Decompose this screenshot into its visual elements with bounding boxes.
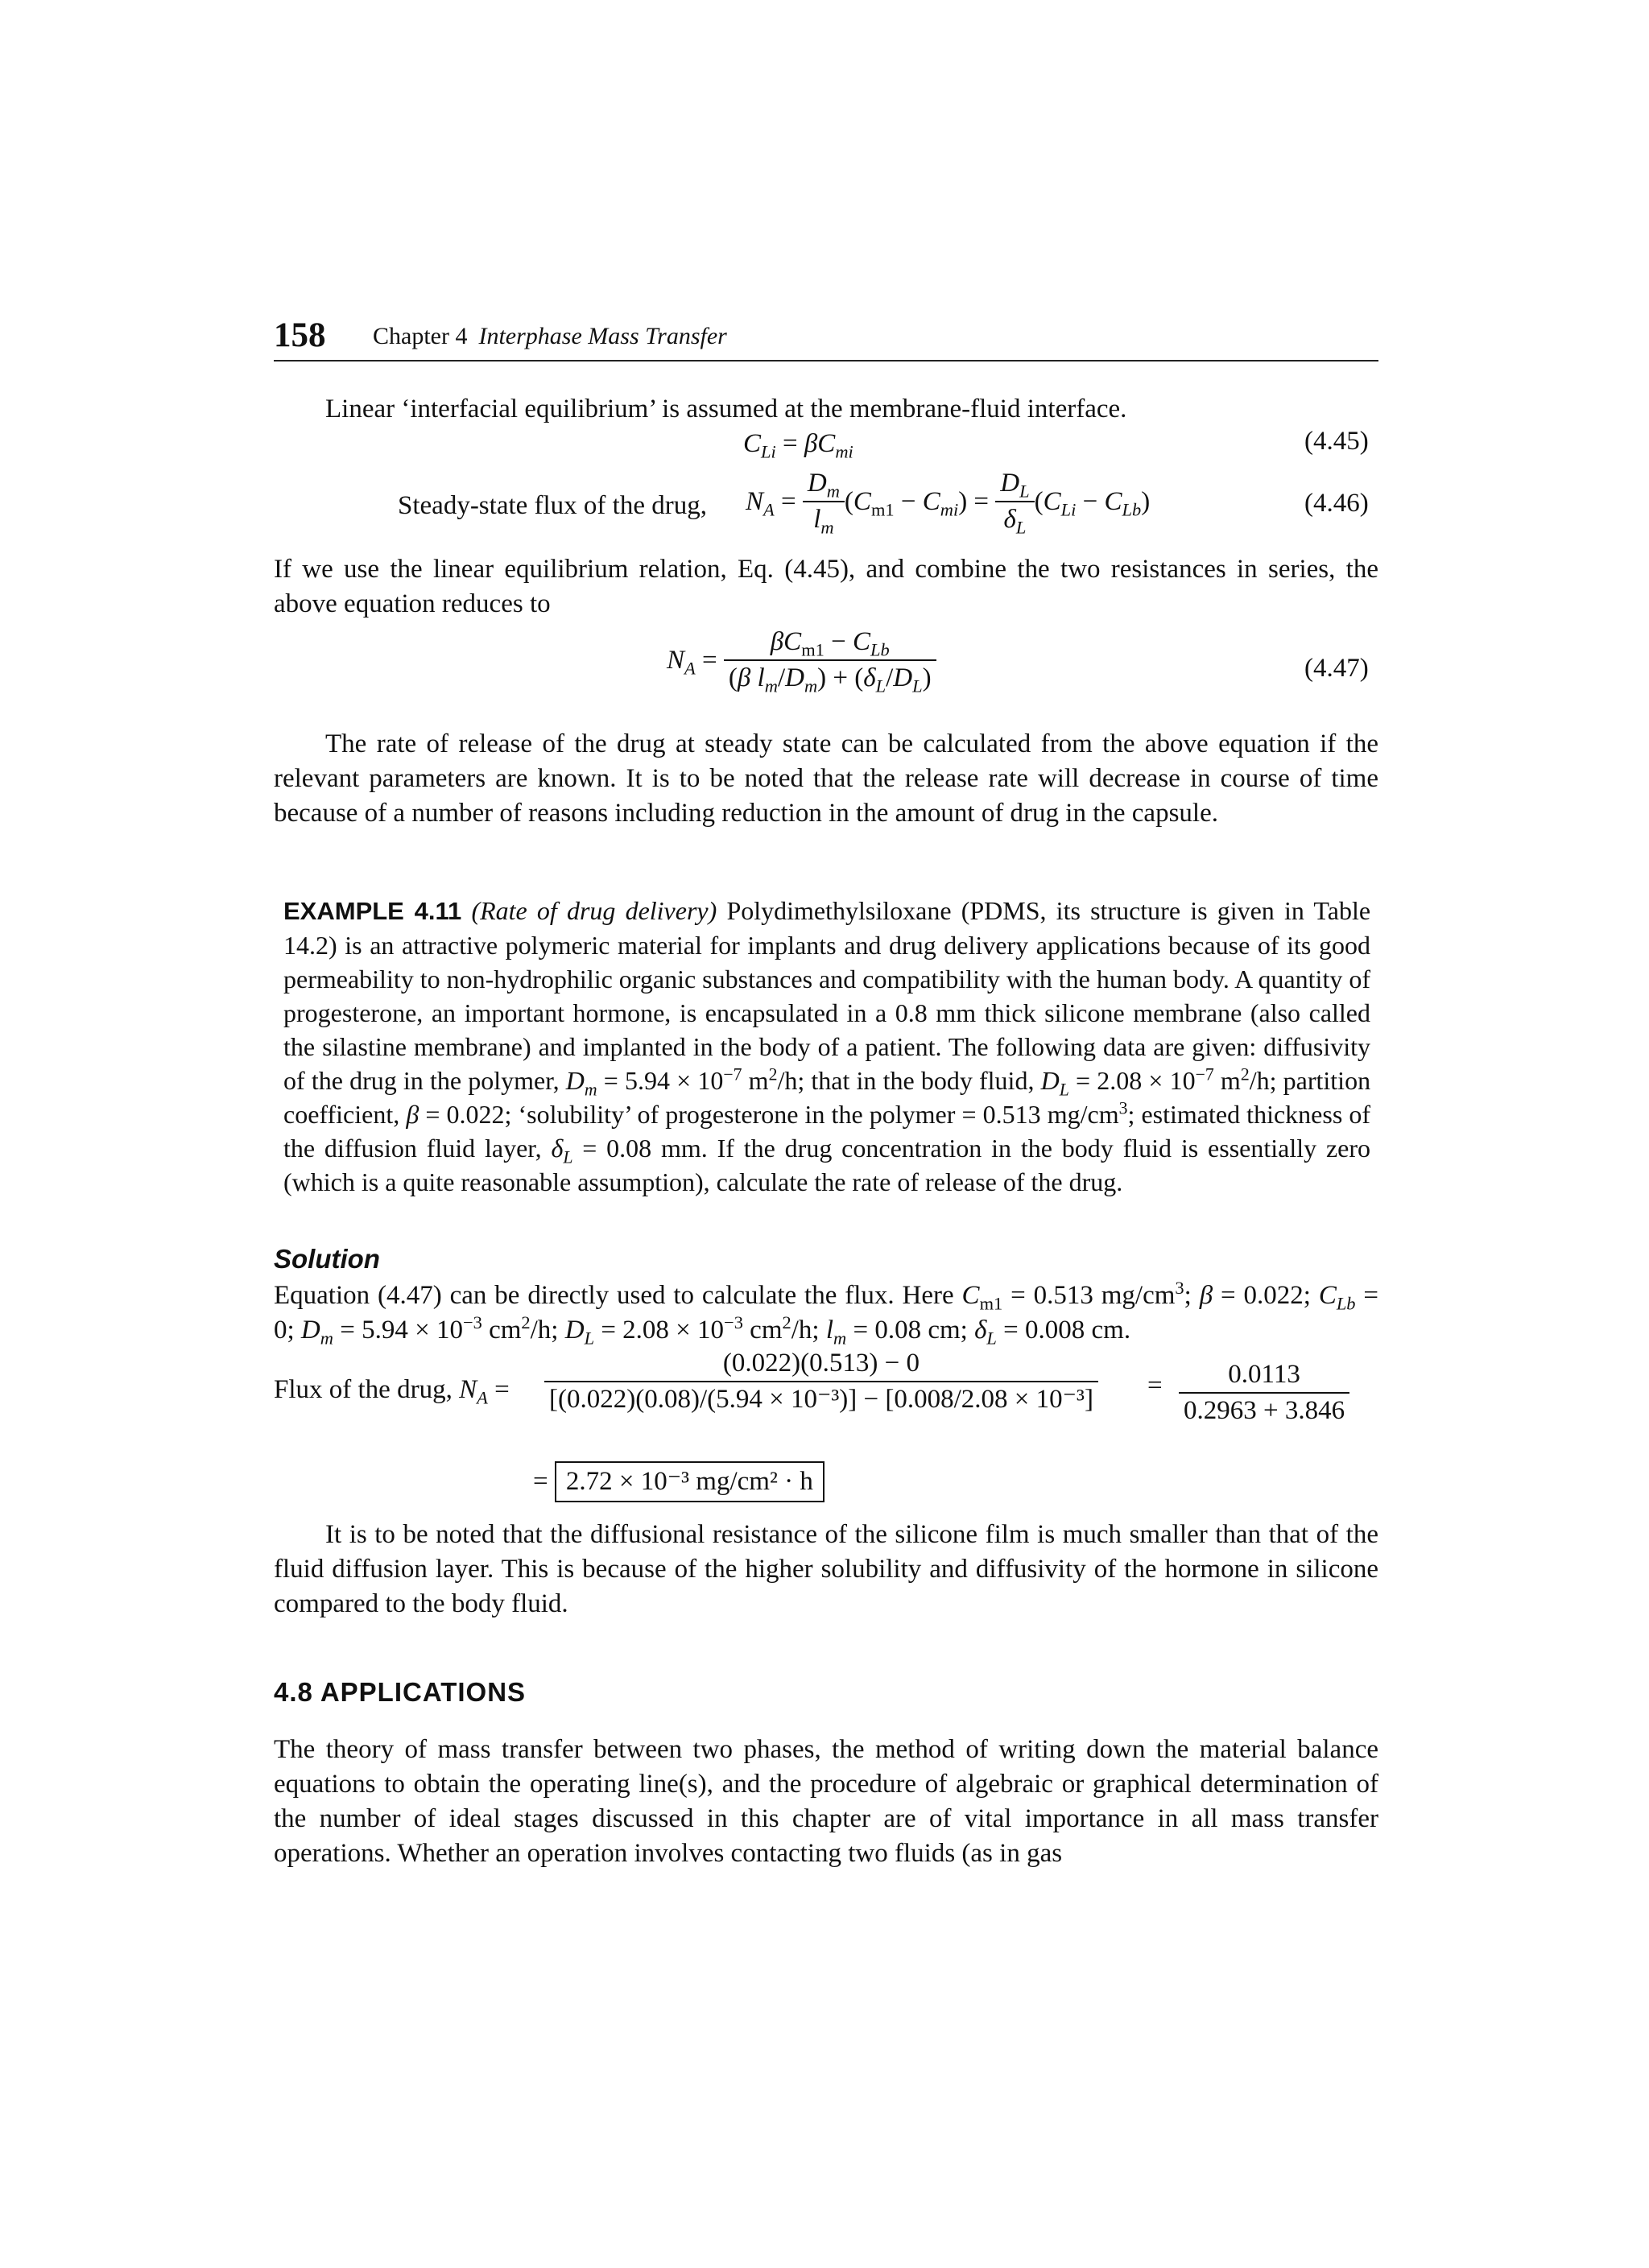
running-header	[373, 323, 727, 350]
flux-fraction	[544, 1346, 1098, 1417]
fraction-dm-lm: $\frac{D_m}{l_m}$	[803, 466, 845, 537]
equation-4-45: $C_{Li} = \beta C_{mi}$	[743, 429, 853, 462]
example-text-3: = 0.022; ‘solubility’ of progesterone in the polymer = 0.513 mg/cm	[425, 1100, 1119, 1129]
flux-numerator: (0.022)(0.513) − 0	[722, 1349, 920, 1378]
flux-fraction-main	[544, 1346, 1098, 1417]
chapter-number: Chapter 4	[373, 323, 468, 349]
equation-4-46: $N_A$ = $\frac{D_m}{l_m}$ $(C_{m1} - C_{mi})$ = $\frac{D_L}{\delta_L}$ $(C_{Li} - C_{Lb})$	[746, 466, 1150, 537]
example-text-1: Polydimethylsiloxane (PDMS, its structure is given in Table 14.2) is an attractive polymeric material for implants and drug delivery applications because of its good permeability to non-hydrophilic organic substances and compatibility with the human body. A quantity of progesterone, an important hormone, is encapsulated in a 0.8 mm thick silicone membrane (also called the silastine membrane) and implanted in the body of a patient. The following data are given: diffusivity of the drug in the polymer,	[283, 896, 1371, 1095]
intro-line: Linear ‘interfacial equilibrium’ is assumed at the membrane-fluid interface.	[325, 395, 1127, 423]
equation-4-46-label: Steady-state flux of the drug,	[398, 491, 707, 520]
flux-label-text: Flux of the drug,	[274, 1375, 453, 1404]
solution-given: Equation (4.47) can be directly used to calculate the flux. Here $C_{m1} = 0.513$ $mg/cm^3$; β = 0.022; $C_{Lb} = 0$; $D_m = 5.94 \times 10^{-3}$ $cm^2/h$; $D_L = 2.08 \times 10^{-3}$ $cm^2/h$; $l_m = 0.08$ cm; $\delta_L = 0.008$ cm.	[274, 1278, 1379, 1349]
result-box: 2.72 × 10⁻³ mg/cm² · h	[555, 1461, 824, 1502]
page-number: 158	[274, 316, 326, 354]
fraction-dl-deltal: $\frac{D_L}{\delta_L}$	[995, 466, 1034, 537]
flux-label: Flux of the drug, $N_A$ =	[274, 1375, 510, 1408]
paragraph-rate: The rate of release of the drug at steady state can be calculated from the above equation if the relevant parameters are known. It is to be noted that the release rate will decrease in course of time because of a number of reasons including reduction in the amount of drug in the capsule.	[274, 729, 1378, 828]
paragraph-reduce: If we use the linear equilibrium relation, Eq. (4.45), and combine the two resistances in series, the above equation reduces to	[274, 555, 1378, 618]
example-4-11: EXAMPLE 4.11 (Rate of drug delivery) Polydimethylsiloxane (PDMS, its structure is given in Table 14.2) is an attractive polymeric material for implants and drug delivery applications because of its good permeability to non-hydrophilic organic substances and compatibility with the human body. A quantity of progesterone, an important hormone, is encapsulated in a 0.8 mm thick silicone membrane (also called the silastine membrane) and implanted in the body of a patient. The following data are given: diffusivity of the drug in the polymer, $D_m = 5.94 \times 10^{-7}$ $m^2/h$; that in the body fluid, $D_L = 2.08 \times 10^{-7}$ $m^2/h$; partition coefficient, β = 0.022; ‘solubility’ of progesterone in the polymer = 0.513 $mg/cm^3$; estimated thickness of the diffusion fluid layer, $\delta_L = 0.08$ mm. If the drug concentration in the body fluid is essentially zero (which is a quite reasonable assumption), calculate the rate of release of the drug.	[283, 896, 1371, 1196]
equation-number-4-45: (4.45)	[1304, 427, 1369, 456]
flux-fraction-2	[1179, 1357, 1349, 1428]
flux-denominator: [(0.022)(0.08)/(5.94 × 10⁻³)] − [0.008/2.08 × 10⁻³]	[544, 1381, 1098, 1417]
chapter-title: Interphase Mass Transfer	[478, 323, 727, 349]
example-label: EXAMPLE 4.11	[283, 897, 462, 925]
example-text-2: ; partition coefficient,	[283, 1066, 1371, 1129]
section-text: The theory of mass transfer between two phases, the method of writing down the material balance equations to obtain the operating line(s), and the procedure of algebraic or graphical determination of the number of ideal stages discussed in this chapter are of vital importance in all mass transfer operations. Whether an operation involves contacting two fluids (as in gas	[274, 1735, 1378, 1868]
fraction-na: $\frac{\beta C_{m1} - C_{Lb}}{(\beta l_m/D_m) + (\delta_L/D_L)}$	[724, 625, 936, 696]
equals-sign: =	[1147, 1371, 1163, 1400]
flux-denominator-2: 0.2963 + 3.846	[1179, 1392, 1349, 1428]
example-text-5: = 0.08 mm. If the drug concentration in the body fluid is essentially zero (which is a quite reasonable assumption), calculate the rate of release of the drug.	[283, 1134, 1370, 1196]
flux-numerator-2: 0.0113	[1228, 1360, 1300, 1389]
result-line: = 2.72 × 10⁻³ mg/cm² · h	[533, 1461, 824, 1502]
solution-line-1: Equation (4.47) can be directly used to calculate the flux. Here	[274, 1281, 954, 1310]
example-text-4: ; estimated thickness of the diffusion fluid layer,	[283, 1100, 1371, 1163]
header-rule	[274, 360, 1378, 361]
equation-number-4-47: (4.47)	[1304, 654, 1369, 683]
solution-heading: Solution	[274, 1244, 380, 1274]
example-title: (Rate of drug delivery)	[471, 896, 717, 925]
equation-number-4-46: (4.46)	[1304, 489, 1369, 518]
section-heading: 4.8 APPLICATIONS	[274, 1677, 527, 1707]
solution-conclusion: It is to be noted that the diffusional resistance of the silicone film is much smaller than that of the fluid diffusion layer. This is because of the higher solubility and diffusivity of the hormone in silicone compared to the body fluid.	[274, 1520, 1378, 1618]
equation-4-47: $N_A$ = $\frac{\beta C_{m1} - C_{Lb}}{(\beta l_m/D_m) + (\delta_L/D_L)}$	[667, 625, 936, 696]
flux-fraction-simplified	[1179, 1357, 1349, 1428]
